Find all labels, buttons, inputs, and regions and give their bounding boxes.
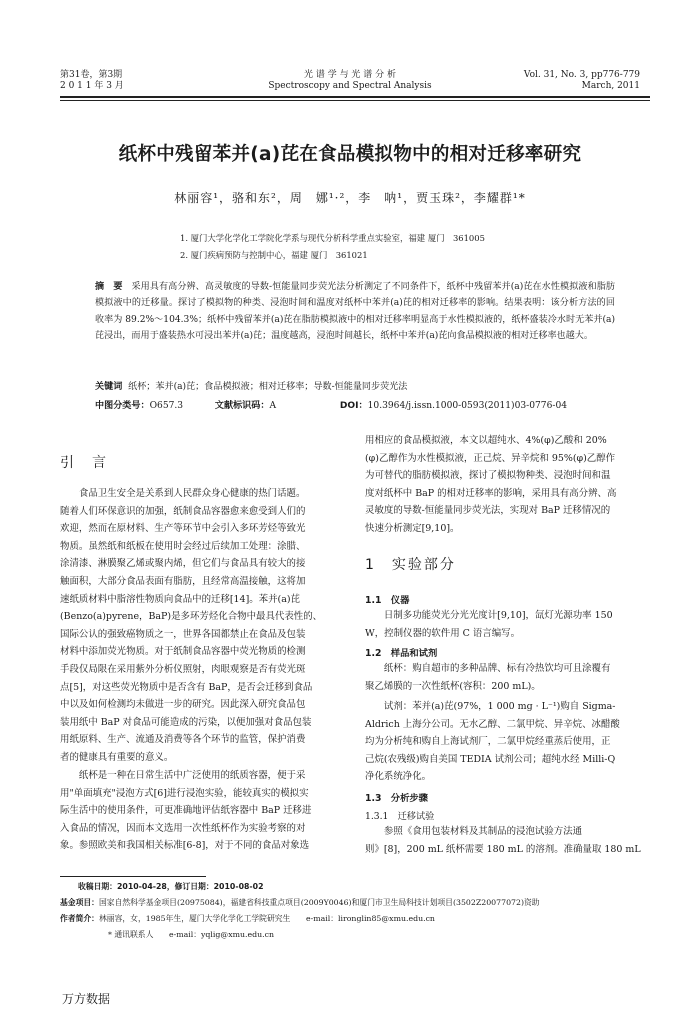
- fund-note: [60, 896, 660, 909]
- header-rule-thick: [60, 96, 650, 98]
- keywords-text: 纸杯；苯并(a)芘；食品模拟液；相对迁移率；导数-恒能量同步荧光法: [128, 382, 408, 392]
- text-line: 净化系统净化。: [365, 771, 432, 783]
- author-note: [60, 912, 660, 925]
- text-line: 装用纸中 BaP 对食品可能造成的污染，以便加强对食品包装: [60, 716, 312, 728]
- keywords-label: 关键词: [95, 382, 123, 392]
- text-line: 点[5]，对这些荧光物质中是否含有 BaP，是否会迁移到食品: [60, 681, 313, 693]
- text-line: 材料中添加荧光物质。对于纸制食品容器中荧光物质的检测: [60, 646, 306, 658]
- text-line: (φ)乙醇作为水性模拟液，正己烷、异辛烷和 95%(φ)乙醇作: [365, 452, 616, 464]
- text-line: 国际公认的强致癌物质之一，世界各国都禁止在食品及包装: [60, 628, 306, 640]
- section-1-2-paper-cups: [365, 660, 650, 695]
- text-line: 欢迎，然而在原材料、生产等环节中会引入多环芳烃等致光: [60, 523, 306, 535]
- author-note-text: 林丽容，女，1985年生，厦门大学化学化工学院研究生 e-mail：lironglin85@xmu.edu.cn: [98, 914, 435, 923]
- text-line: 手段仅局限在采用紫外分析仪照射，肉眼观察是否有荧光斑: [60, 663, 306, 675]
- abstract: [95, 279, 615, 344]
- text-line: 试剂：苯并(a)芘(97%，1 000 mg · L⁻¹)购自 Sigma-: [383, 701, 616, 712]
- keywords: [95, 380, 635, 394]
- section-1-3-1-body: [365, 823, 650, 858]
- header-rule-thin: [60, 100, 650, 101]
- header-right: [524, 70, 640, 92]
- corresponding-note: * 通讯联系人 e-mail：yqlig@xmu.edu.cn: [108, 930, 274, 939]
- header-volume: 第31卷，第3期: [60, 70, 123, 80]
- section-1-1-heading: 1.1 仪器: [365, 595, 410, 606]
- fund-text: 国家自然科学基金项目(20975084)，福建省科技重点项目(2009Y0046)和厦门市卫生局科技计划项目(3502Z20077072)资助: [98, 898, 540, 907]
- text-line: 中以及如何检测均未做进一步的研究。因此深入研究食品包: [60, 699, 306, 711]
- section-1-2-heading: 1.2 样品和试剂: [365, 648, 438, 659]
- text-line: 际生活中的使用条件，可更准确地评估纸容器中 BaP 迁移进: [60, 805, 312, 817]
- header-volume-en: Vol. 31, No. 3, pp776-779: [523, 70, 640, 80]
- text-line: 快速分析测定[9,10]。: [365, 522, 460, 534]
- affiliation-2: 2. 厦门疾病预防与控制中心，福建 厦门 361021: [180, 250, 368, 260]
- section-1-heading: 1 实验部分: [365, 557, 456, 573]
- journal-name-cn: 光 谱 学 与 光 谱 分 析: [303, 70, 397, 80]
- intro-heading: 引 言: [60, 455, 108, 471]
- journal-name-en: Spectroscopy and Spectral Analysis: [268, 81, 432, 91]
- text-line: W，控制仪器的软件用 C 语言编写。: [365, 627, 521, 639]
- text-line: Aldrich 上海分公司。无水乙醇、二氯甲烷、异辛烷、冰醋酸: [365, 718, 620, 730]
- paper-title: 纸杯中残留苯并(a)芘在食品模拟物中的相对迁移率研究: [118, 144, 582, 165]
- doc-code-value: A: [269, 401, 277, 411]
- footnote-rule: [60, 876, 206, 877]
- text-line: 度对纸杯中 BaP 的相对迁移率的影响，采用具有高分辨、高: [365, 487, 617, 499]
- text-line: 为可替代的脂肪模拟液，探讨了模拟物种类、浸泡时间和温: [365, 470, 611, 482]
- text-line: 速纸质材料中脂溶性物质向食品中的迁移[14]。苯并(a)芘: [60, 593, 300, 605]
- text-line: 物质。虽然纸和纸板在使用时会经过后续加工处理：涂腊、: [60, 540, 306, 552]
- text-line: 入食品的情况，因而本文选用一次性纸杯作为实验考察的对: [60, 822, 306, 834]
- text-line: 则》[8]，200 mL 纸杯需要 180 mL 的溶剂。准确量取 180 mL: [365, 843, 641, 855]
- abstract-label: 摘 要: [95, 282, 123, 292]
- doi-label: DOI：: [339, 401, 368, 411]
- received-date: [78, 880, 678, 893]
- received-text: 收稿日期：2010-04-28，修订日期：2010-08-02: [78, 882, 264, 891]
- text-line: 触面积，大部分食品表面有脂肪，且经常高温接触，这将加: [60, 575, 306, 587]
- abstract-text: 采用具有高分辨、高灵敏度的导数-恒能量同步荧光法分析测定了不同条件下，纸杯中残留苯并(a)芘在水性模拟液和脂肪模拟液中的迁移量。探讨了模拟物的种类、浸泡时间和温度对纸杯中苯并(a)芘的相对迁移率的影响。结果表明：该分析方法的回收率为 89.2%～104.3%；纸杯中残留苯并(a)芘在脂肪模拟液中的相对迁移率明显高于水性模拟液的，纸杯盛装冷水时无苯并(a)芘浸出，而用于盛装热水可浸出苯并(a)芘；温度越高，浸泡时间越长，纸杯中苯并(a)芘向食品模拟液的相对迁移率也越大。: [95, 282, 615, 341]
- header-date-en: March, 2011: [581, 81, 640, 91]
- text-line: 涂清漆、淋膜聚乙烯或聚内烯，但它们与食品具有较大的接: [60, 558, 306, 570]
- intro-paragraph-1: [60, 485, 344, 767]
- text-line: 聚乙烯膜的一次性纸杯(容积：200 mL)。: [365, 680, 541, 692]
- watermark: 万方数据: [62, 992, 111, 1006]
- text-line: 日制多功能荧光分光光度计[9,10]，氙灯光源功率 150: [383, 610, 613, 621]
- section-1-3-heading: 1.3 分析步骤: [365, 793, 428, 804]
- section-1-3-1-heading: 1.3.1 迁移试验: [365, 811, 435, 822]
- classification-line: [95, 399, 635, 413]
- section-1-2-reagents: [365, 698, 650, 786]
- text-line: 用相应的食品模拟液，本文以超纯水、4%(φ)乙酸和 20%: [365, 435, 607, 446]
- text-line: 用纸原料、生产、流通及消费等各个环节的监管，保护消费: [60, 734, 306, 746]
- text-line: 纸杯：购自超市的多种品牌、标有冷热饮均可且涂覆有: [383, 663, 611, 674]
- clc-value: O657.3: [149, 401, 184, 411]
- intro-paragraph-2: [60, 767, 344, 855]
- affiliation-1: 1. 厦门大学化学化工学院化学系与现代分析科学重点实验室，福建 厦门 361005: [180, 233, 485, 243]
- text-line: 用"单面填充"浸泡方式[6]进行浸泡实验，能较真实的模拟实: [60, 787, 309, 799]
- text-line: 随着人们环保意识的加强，纸制食品容器愈来愈受到人们的: [60, 505, 306, 517]
- doi-value: 10.3964/j.issn.1000-0593(2011)03-0776-04: [367, 401, 568, 411]
- text-line: 象。参照欧美和我国相关标准[6-8]，对于不同的食品对象选: [60, 840, 310, 852]
- text-line: 均为分析纯和购自上海试剂厂，二氯甲烷经重蒸后使用，正: [365, 736, 611, 748]
- doc-code-label: 文献标识码：: [214, 401, 270, 411]
- text-line: (Benzo(a)pyrene，BaP)是多环芳烃化合物中最具代表性的、: [60, 611, 323, 623]
- section-1-1-body: [365, 607, 650, 642]
- text-line: 食品卫生安全是关系到人民群众身心健康的热门话题。: [78, 488, 306, 499]
- author-note-label: 作者简介：: [60, 914, 99, 923]
- author-list: 林丽容¹，骆和东²，周 娜¹·²，李 呐¹，贾玉珠²，李耀群¹*: [174, 191, 526, 205]
- text-line: 己烷(农残级)购自美国 TEDIA 试剂公司；超纯水经 Milli-Q: [365, 753, 616, 765]
- text-line: 者的健康具有重要的意义。: [60, 751, 174, 763]
- text-line: 参照《食用包装材料及其制品的浸泡试验方法通: [383, 826, 583, 837]
- fund-label: 基金项目：: [60, 898, 99, 907]
- text-line: 纸杯是一种在日常生活中广泛使用的纸质容器，便于采: [78, 770, 306, 781]
- header-date: 2 0 1 1 年 3 月: [60, 81, 124, 91]
- intro-continued: [365, 432, 650, 538]
- clc-label: 中图分类号：: [95, 401, 150, 411]
- text-line: 灵敏度的导数-恒能量同步荧光法，实现对 BaP 迁移情况的: [365, 505, 611, 517]
